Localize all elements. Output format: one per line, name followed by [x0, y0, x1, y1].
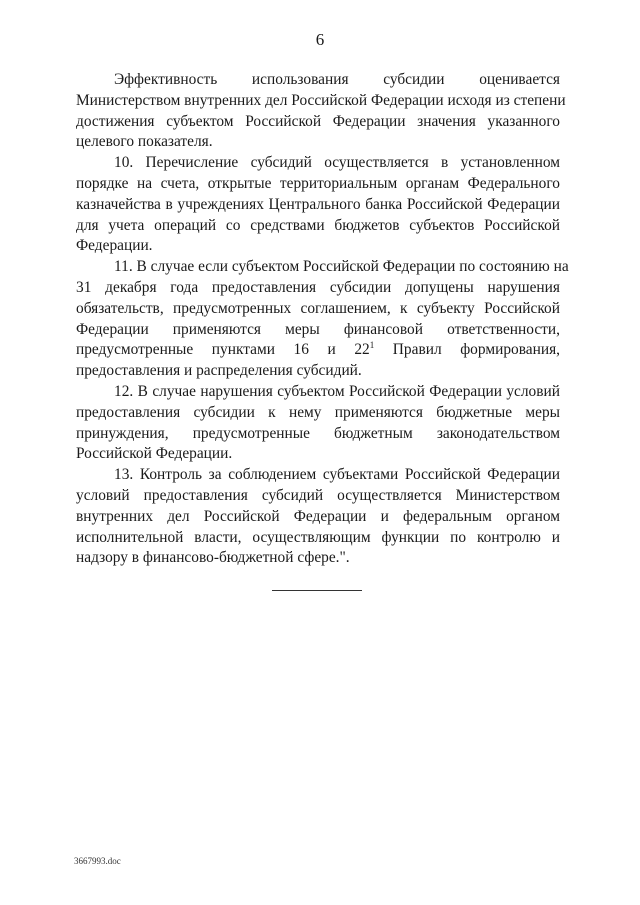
text-line: предоставления и распределения субсидий.	[76, 362, 362, 380]
text-line: Эффективность использования субсидии оценивается	[114, 71, 560, 88]
text-line: казначейства в учреждениях Центрального банка Российской Федерации	[76, 195, 560, 213]
text-line: для учета операций со средствами бюджетов субъектов Российской	[76, 216, 560, 234]
text-line: принуждения, предусмотренные бюджетным законодательством	[76, 424, 560, 442]
text-line-with-footnote	[76, 340, 560, 361]
text-line: Федерации.	[76, 237, 153, 255]
text-line: достижения субъектом Российской Федерации значения указанного	[76, 112, 560, 130]
text-line: 13. Контроль за соблюдением субъектами Российской Федерации	[114, 466, 560, 484]
text-line: надзору в финансово-бюджетной сфере.".	[76, 549, 350, 567]
text-line: 10. Перечисление субсидий осуществляется в установленном	[114, 154, 560, 172]
paragraph-effectiveness	[76, 70, 566, 153]
footnote-superscript: 1	[369, 340, 375, 351]
text-fragment: Правил формирования,	[374, 341, 561, 359]
text-line: целевого показателя.	[76, 133, 213, 151]
text-line: Российской Федерации.	[76, 445, 233, 463]
text-line: условий предоставления субсидий осуществляется Министерством	[76, 486, 560, 504]
text-line: предоставления субсидии к нему применяются бюджетные меры	[76, 403, 560, 421]
text-line: 11. В случае если субъектом Российской Федерации по состоянию на	[114, 258, 569, 276]
text-line: обязательств, предусмотренных соглашением, к субъекту Российской	[76, 299, 560, 317]
text-line: внутренних дел Российской Федерации и федеральным органом	[76, 507, 560, 525]
page-number: 6	[315, 30, 325, 49]
paragraph-10	[76, 153, 560, 257]
text-line: Министерством внутренних дел Российской Федерации исходя из степени	[76, 91, 566, 109]
paragraph-13	[76, 465, 560, 569]
document-body	[76, 70, 569, 569]
text-line: исполнительной власти, осуществляющим функции по контролю и	[76, 528, 560, 546]
text-line: 12. В случае нарушения субъектом Российской Федерации условий	[114, 382, 560, 400]
end-of-document-divider	[272, 590, 362, 591]
text-line: порядке на счета, открытые территориальным органам Федерального	[76, 174, 560, 192]
paragraph-12	[76, 382, 560, 465]
paragraph-11	[76, 257, 569, 382]
text-line: Федерации применяются меры финансовой ответственности,	[76, 320, 560, 338]
document-file-code: 3667993.doc	[74, 856, 121, 866]
text-fragment: предусмотренные пунктами 16 и 22	[76, 341, 370, 359]
text-line: 31 декабря года предоставления субсидии допущены нарушения	[76, 278, 560, 296]
